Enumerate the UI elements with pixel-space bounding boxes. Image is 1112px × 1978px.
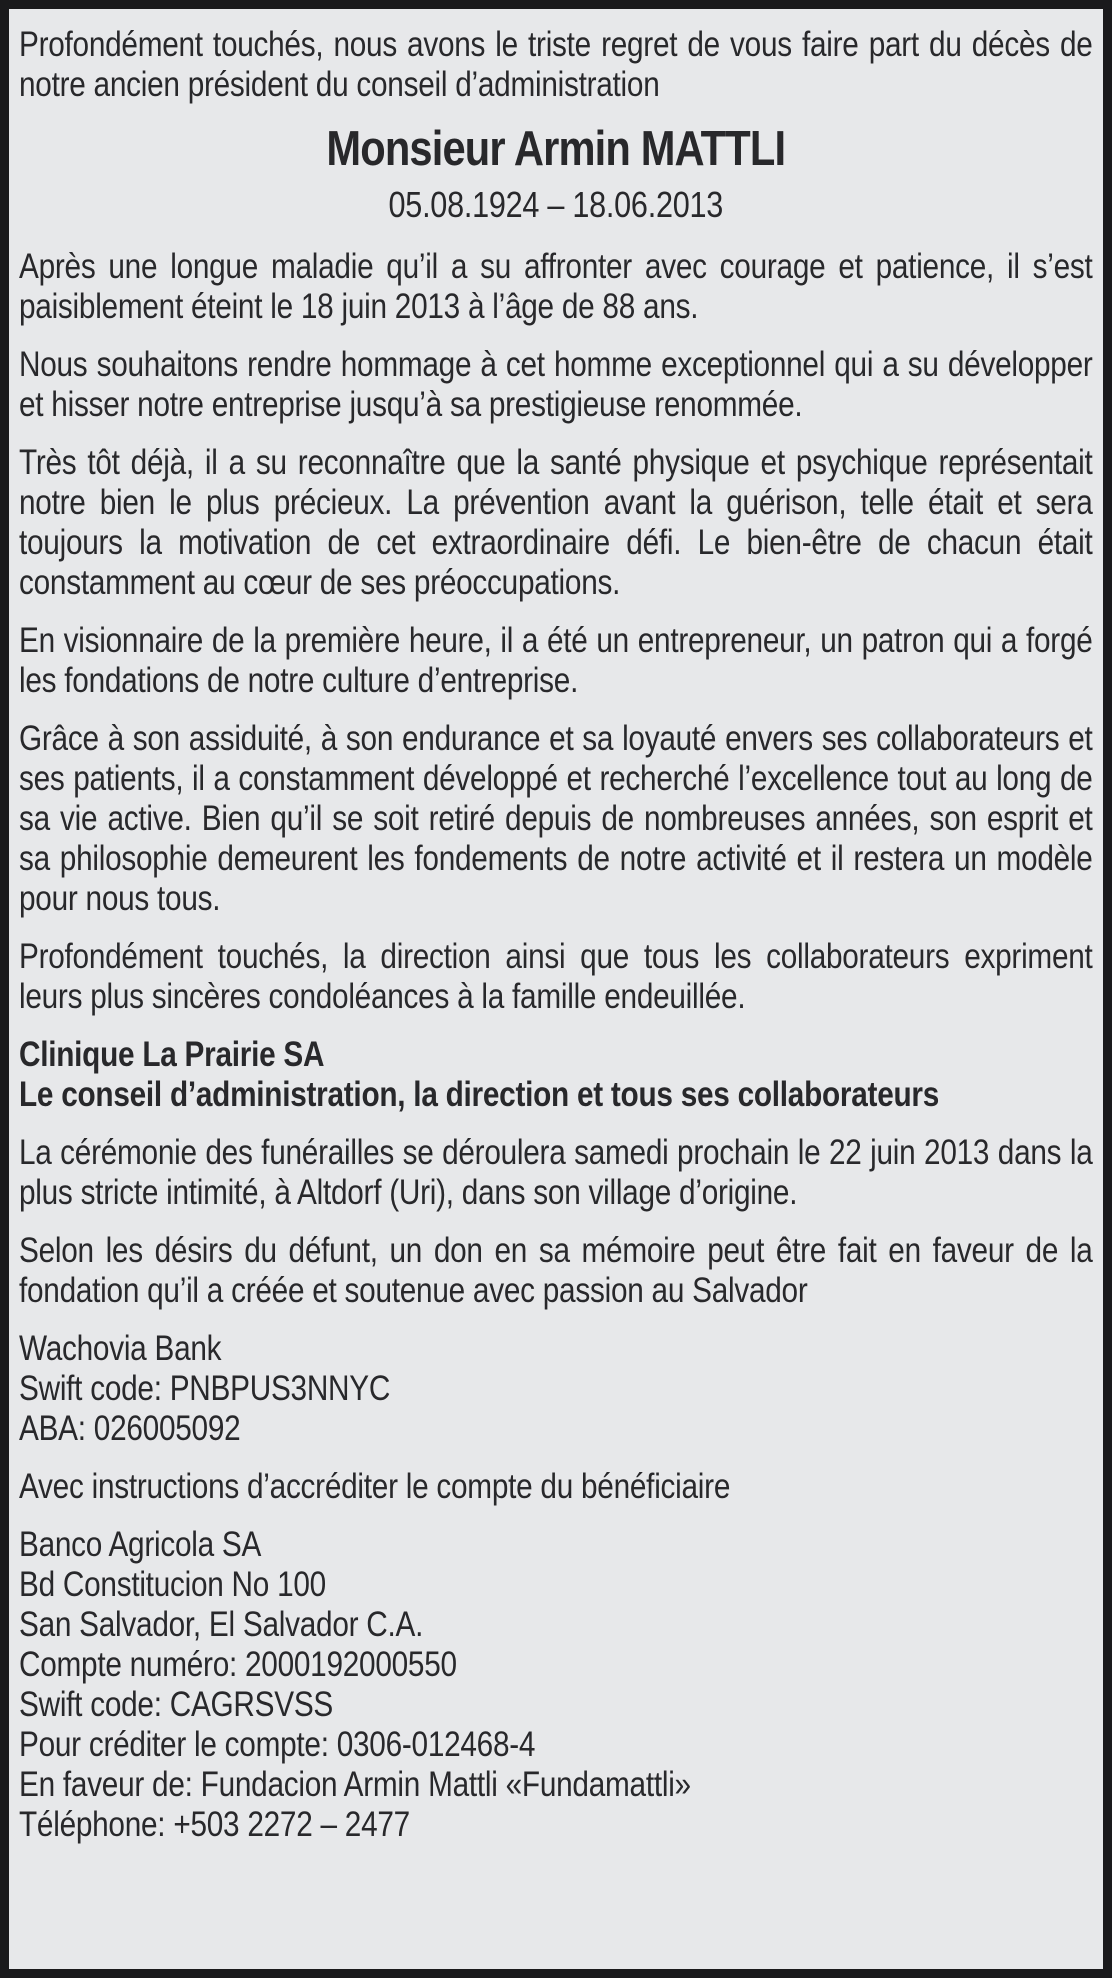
deceased-name: Monsieur Armin MATTLI bbox=[326, 122, 786, 176]
paragraph-homage: Nous souhaitons rendre hommage à cet homme exceptionnel qui a su développer et hisser notre entreprise jusqu’à sa prestigieuse renommée. bbox=[19, 345, 1093, 424]
paragraph-condolences: Profondément touchés, la direction ainsi que tous les collaborateurs expriment leurs plus sincères condoléances à la famille endeuillée. bbox=[19, 937, 1093, 1016]
bank-sv-address-street: Bd Constitucion No 100 bbox=[19, 1565, 326, 1604]
paragraph-legacy: Grâce à son assiduité, à son endurance et sa loyauté envers ses collaborateurs et ses patients, il a constamment développé et recherché l’excellence tout au long de sa vie active. Bien qu’il se soit retiré depuis de nombreuses années, son esprit et sa philosophie demeurent les fondements de notre activité et il restera un modèle pour nous tous. bbox=[19, 719, 1093, 918]
bank-sv-details bbox=[19, 1525, 1093, 1845]
ceremony-info: La cérémonie des funérailles se déroulera samedi prochain le 22 juin 2013 dans la plus stricte intimité, à Altdorf (Uri), dans son village d’origine. bbox=[19, 1133, 1093, 1212]
bank-sv-beneficiary: En faveur de: Fundacion Armin Mattli «Fundamattli» bbox=[19, 1765, 691, 1804]
paragraph-illness: Après une longue maladie qu’il a su affronter avec courage et patience, il s’est paisiblement éteint le 18 juin 2013 à l’âge de 88 ans. bbox=[19, 247, 1093, 326]
bank-sv-swift: Swift code: CAGRSVSS bbox=[19, 1685, 334, 1724]
donation-intro: Selon les désirs du défunt, un don en sa mémoire peut être fait en faveur de la fondation qu’il a créée et soutenue avec passion au Salvador bbox=[19, 1231, 1093, 1310]
bank-sv-account-number: Compte numéro: 2000192000550 bbox=[19, 1645, 457, 1684]
intro-text: Profondément touchés, nous avons le triste regret de vous faire part du décès de notre ancien président du conseil d’administration bbox=[19, 25, 1093, 104]
signature-block bbox=[19, 1035, 1093, 1115]
bank-sv-phone: Téléphone: +503 2272 – 2477 bbox=[19, 1805, 410, 1844]
bank-us-details bbox=[19, 1329, 1093, 1449]
bank-us-name: Wachovia Bank bbox=[19, 1329, 222, 1368]
life-dates: 05.08.1924 – 18.06.2013 bbox=[388, 184, 723, 225]
credit-instruction: Avec instructions d’accréditer le compte du bénéficiaire bbox=[19, 1467, 731, 1506]
bank-sv-name: Banco Agricola SA bbox=[19, 1525, 262, 1564]
notice-content bbox=[19, 25, 1093, 1845]
paragraph-health-vision: Très tôt déjà, il a su reconnaître que la santé physique et psychique représentait notre bien le plus précieux. La prévention avant la guérison, telle était et sera toujours la motivation de cet extraordinaire défi. Le bien-être de chacun était constamment au cœur de ses préoccupations. bbox=[19, 443, 1093, 602]
paragraph-visionary: En visionnaire de la première heure, il a été un entrepreneur, un patron qui a forgé les fondations de notre culture d’entreprise. bbox=[19, 621, 1093, 700]
bank-sv-credit-account: Pour créditer le compte: 0306-012468-4 bbox=[19, 1725, 536, 1764]
signature-board: Le conseil d’administration, la direction et tous ses collaborateurs bbox=[19, 1075, 940, 1114]
signature-company: Clinique La Prairie SA bbox=[19, 1035, 325, 1074]
bank-sv-address-city: San Salvador, El Salvador C.A. bbox=[19, 1605, 424, 1644]
bank-us-aba: ABA: 026005092 bbox=[19, 1409, 241, 1448]
bank-us-swift: Swift code: PNBPUS3NNYC bbox=[19, 1369, 391, 1408]
